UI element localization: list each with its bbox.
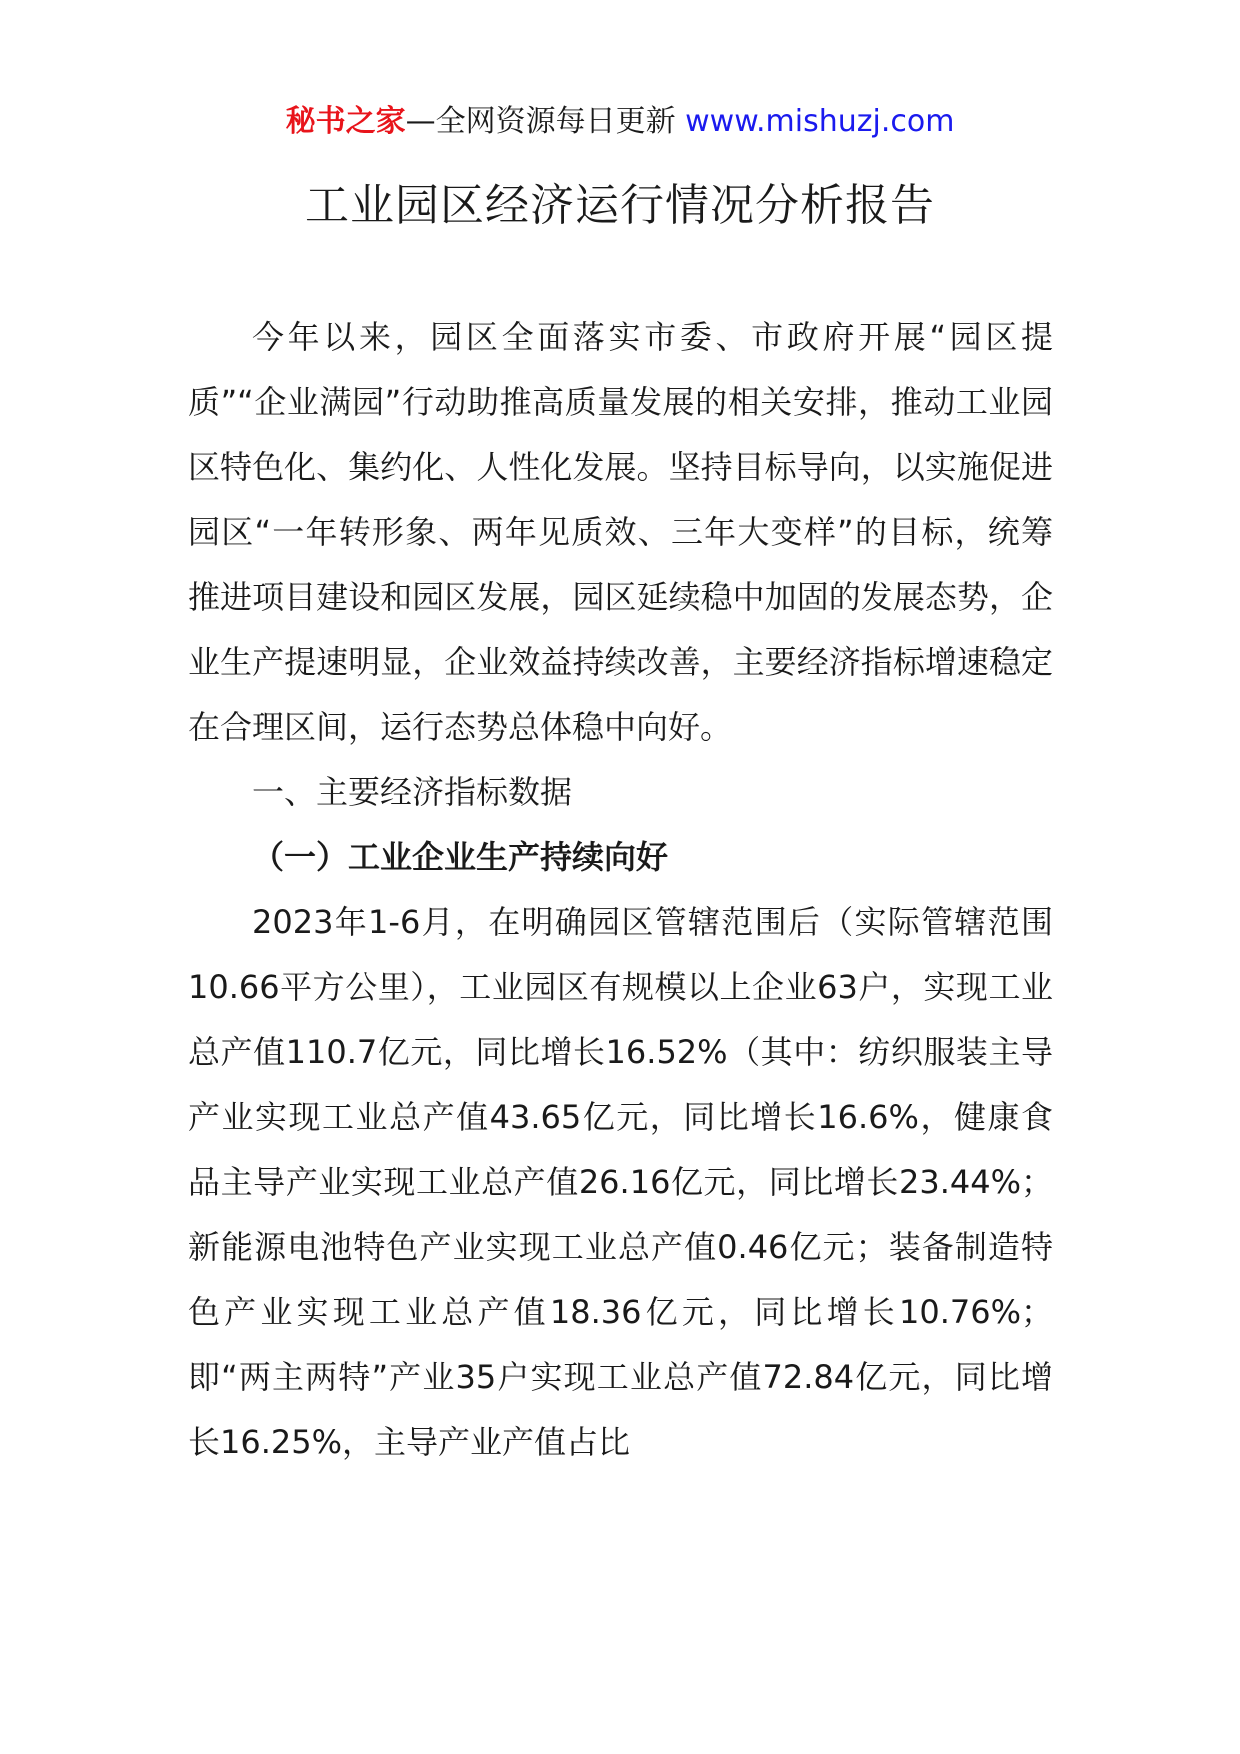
document-body <box>188 305 1053 1475</box>
subsection-heading: （一）工业企业生产持续向好 <box>252 838 669 876</box>
site-banner <box>0 100 1240 144</box>
site-url-link[interactable]: www.mishuzj.com <box>685 104 955 139</box>
brand-name: 秘书之家 <box>285 104 406 139</box>
banner-tagline: —全网资源每日更新 <box>405 104 686 139</box>
intro-paragraph: 今年以来，园区全面落实市委、市政府开展“园区提质”“企业满园”行动助推高质量发展的相关安排，推动工业园区特色化、集约化、人性化发展。坚持目标导向，以实施促进园区“一年转形象、两年见质效、三年大变样”的目标，统筹推进项目建设和园区发展，园区延续稳中加固的发展态势，企业生产提速明显，企业效益持续改善，主要经济指标增速稳定在合理区间，运行态势总体稳中向好。 <box>188 318 1053 746</box>
document-title: 工业园区经济运行情况分析报告 <box>305 180 935 231</box>
subsection-paragraph: 2023年1-6月，在明确园区管辖范围后（实际管辖范围10.66平方公里），工业园区有规模以上企业63户，实现工业总产值110.7亿元，同比增长16.52%（其中：纺织服装主导产业实现工业总产值43.65亿元，同比增长16.6%，健康食品主导产业实现工业总产值26.16亿元，同比增长23.44%；新能源电池特色产业实现工业总产值0.46亿元；装备制造特色产业实现工业总产值18.36亿元，同比增长10.76%；即“两主两特”产业35户实现工业总产值72.84亿元，同比增长16.25%，主导产业产值占比 <box>188 903 1053 1461</box>
section-heading: 一、主要经济指标数据 <box>252 773 573 811</box>
